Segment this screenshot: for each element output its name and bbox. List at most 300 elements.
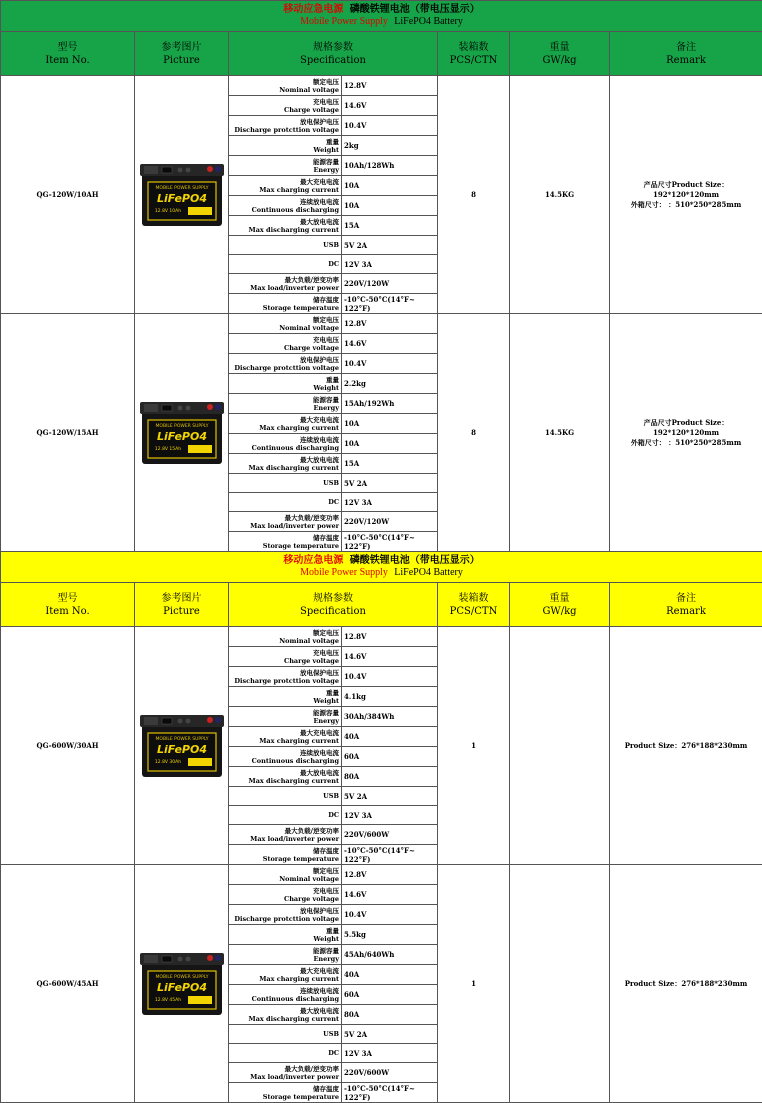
spec-value-nominal [342,314,438,334]
battery-brand: LiFePO4 [157,430,207,443]
spec-value: 220V/600W [344,830,389,839]
pcs-value: 1 [471,979,476,988]
spec-label-usb [229,474,342,493]
picture-cell [135,314,229,552]
spec-label-en: Discharge protcttion voltage [229,364,339,372]
header-pcs-en: PCS/CTN [438,605,509,618]
spec-value-nominal [342,865,438,885]
spec-label-cn: 能源容量 [229,158,339,166]
spec-value-nominal [342,627,438,647]
spec-value-weight [342,136,438,156]
spec-value-weight [342,374,438,394]
header-model-en: Item No. [1,605,134,618]
battery-rating: 12.8V 30Ah [154,759,180,765]
picture-cell [135,627,229,865]
spec-value: 220V/600W [344,1068,389,1077]
spec-label-en: Weight [229,384,339,392]
spec-label-en: Max load/inverter power [229,1073,339,1081]
spec-label-en: Continuous discharging [229,206,339,214]
model-number: QG-600W/30AH [37,741,99,750]
spec-label-discharge [229,667,342,687]
header-spec [229,583,438,627]
spec-label-cn: 放电保护电压 [229,669,339,677]
banner-cn-black: 磷酸铁锂电池（带电压显示） [350,4,480,15]
spec-value-discharge [342,354,438,374]
spec-label-en: Energy [229,166,339,174]
spec-label-nominal [229,627,342,647]
spec-label-en: Max discharging current [229,1015,339,1023]
spec-label-weight [229,925,342,945]
spec-value-discharge [342,905,438,925]
spec-value-storage [342,294,438,314]
spec-value-charge [342,885,438,905]
spec-label-en: Energy [229,717,339,725]
spec-value: 220V/120W [344,517,389,526]
header-model-cn: 型号 [1,592,134,605]
spec-label: DC [328,1049,339,1057]
spec-label-cont [229,985,342,1005]
spec-value: 220V/120W [344,279,389,288]
spec-label-cn: 放电保护电压 [229,356,339,364]
header-pic-en: Picture [135,54,228,67]
header-model-cn: 型号 [1,41,134,54]
header-remark [610,32,762,76]
spec-value: -10°C-50°C(14°F~ 122°F) [344,1084,415,1102]
spec-value-cont [342,747,438,767]
battery-brand: LiFePO4 [157,743,207,756]
battery-product-image [138,156,226,230]
spec-label-cn: 储存温度 [229,847,339,855]
spec-value: -10°C-50°C(14°F~ 122°F) [344,846,415,864]
spec-value: 10Ah/128Wh [344,161,394,170]
battery-rating: 12.8V 10Ah [154,208,180,214]
battery-product-image [138,945,226,1019]
spec-label-en: Storage temperature [229,855,339,863]
spec-label-cn: 能源容量 [229,396,339,404]
spec-value-usb [342,236,438,255]
spec-value-maxdis [342,454,438,474]
spec-label-en: Nominal voltage [229,637,339,645]
spec-value: 80A [344,772,359,781]
spec-value-dc [342,493,438,512]
spec-label-cn: 最大负载/逆变功率 [229,1065,339,1073]
section-banner [1,1,762,32]
header-gw-en: GW/kg [510,54,609,67]
spec-label-cn: 连续放电电流 [229,436,339,444]
spec-value: 5V 2A [344,479,367,488]
gw-cell [510,314,610,552]
spec-value: 4.1kg [344,692,366,701]
header-remark-en: Remark [610,54,762,67]
pcs-cell [438,865,510,1103]
header-gw-cn: 重量 [510,41,609,54]
spec-value: 10.4V [344,672,366,681]
header-model [1,583,135,627]
spec-label-en: Charge voltage [229,895,339,903]
spec-label-usb [229,787,342,806]
spec-value: 14.6V [344,339,366,348]
battery-caption: MOBILE POWER SUPPLY [155,974,208,980]
spec-value: 5V 2A [344,241,367,250]
gw-value: 14.5KG [545,190,574,199]
spec-value: 80A [344,1010,359,1019]
spec-label-weight [229,374,342,394]
spec-label-cn: 额定电压 [229,78,339,86]
header-pic-cn: 参考图片 [135,41,228,54]
pcs-value: 1 [471,741,476,750]
spec-label-load [229,274,342,294]
spec-label-usb [229,1025,342,1044]
remark-line-1: Product Size：276*188*230mm [610,741,762,751]
model-number: QG-600W/45AH [37,979,99,988]
battery-brand: LiFePO4 [157,981,207,994]
spec-label-cn: 能源容量 [229,709,339,717]
header-spec-en: Specification [229,605,437,618]
spec-label: USB [323,241,339,249]
spec-label-storage [229,1083,342,1103]
spec-value-weight [342,925,438,945]
spec-label-en: Storage temperature [229,304,339,312]
header-pcs-cn: 装箱数 [438,592,509,605]
spec-value-nominal [342,76,438,96]
spec-value-discharge [342,667,438,687]
spec-label-en: Max discharging current [229,226,339,234]
spec-label-weight [229,687,342,707]
spec-value-charge [342,647,438,667]
spec-label-cn: 放电保护电压 [229,907,339,915]
spec-value: 2kg [344,141,359,150]
remark-line-3: 外箱尺寸： ：510*250*285mm [610,438,762,448]
gw-cell [510,865,610,1103]
battery-caption: MOBILE POWER SUPPLY [155,736,208,742]
picture-cell [135,76,229,314]
spec-value: 10.4V [344,910,366,919]
remark-line-2: 192*120*120mm [610,428,762,438]
spec-label-maxcharge [229,176,342,196]
spec-label-cn: 最大充电电流 [229,178,339,186]
spec-label-en: Energy [229,955,339,963]
spec-value-weight [342,687,438,707]
spec-value: 12V 3A [344,260,372,269]
spec-label-cn: 最大放电电流 [229,456,339,464]
spec-value-dc [342,806,438,825]
spec-value-cont [342,434,438,454]
spec-value: 10A [344,439,359,448]
spec-label-storage [229,294,342,314]
spec-label-maxcharge [229,414,342,434]
column-header-row [1,583,762,627]
header-pic [135,32,229,76]
pcs-value: 8 [471,428,476,437]
spec-value: 12V 3A [344,811,372,820]
battery-rating: 12.8V 15Ah [154,446,180,452]
spec-value: 10A [344,201,359,210]
header-remark-cn: 备注 [610,592,762,605]
header-spec-cn: 规格参数 [229,41,437,54]
spec-label-cn: 重量 [229,927,339,935]
spec-value: 15Ah/192Wh [344,399,394,408]
spec-value-dc [342,1044,438,1063]
spec-label-storage [229,532,342,552]
remark-cell [610,76,762,314]
spec-value-maxdis [342,767,438,787]
spec-label-cn: 最大负载/逆变功率 [229,514,339,522]
header-remark [610,583,762,627]
spec-value: 60A [344,990,359,999]
spec-value-load [342,1063,438,1083]
spec-value: 30Ah/384Wh [344,712,394,721]
spec-label-en: Discharge protcttion voltage [229,126,339,134]
spec-label-maxdis [229,1005,342,1025]
spec-label-en: Max load/inverter power [229,522,339,530]
spec-value: 60A [344,752,359,761]
battery-rating: 12.8V 45Ah [154,997,180,1003]
spec-label-cn: 最大放电电流 [229,1007,339,1015]
spec-label-en: Max charging current [229,424,339,432]
spec-label-maxdis [229,454,342,474]
spec-label-cn: 能源容量 [229,947,339,955]
spec-label-cn: 最大充电电流 [229,967,339,975]
spec-value: 40A [344,732,359,741]
spec-value-usb [342,474,438,493]
remark-line-1: 产品尺寸Product Size： [610,180,762,190]
spec-label-cn: 重量 [229,138,339,146]
banner-en-red: Mobile Power Supply [300,567,388,578]
spec-value: 10.4V [344,121,366,130]
gw-cell [510,627,610,865]
spec-label-en: Storage temperature [229,542,339,550]
spec-value: 12.8V [344,632,366,641]
spec-label-cn: 最大放电电流 [229,769,339,777]
spec-label-en: Max charging current [229,737,339,745]
spec-label-maxdis [229,216,342,236]
spec-label-en: Discharge protcttion voltage [229,677,339,685]
spec-label-energy [229,945,342,965]
spec-value: 15A [344,221,359,230]
spec-value: 12V 3A [344,498,372,507]
spec-label-dc [229,493,342,512]
spec-label-en: Storage temperature [229,1093,339,1101]
spec-label-en: Max charging current [229,186,339,194]
spec-label-cont [229,196,342,216]
spec-value: 5V 2A [344,1030,367,1039]
spec-label-storage [229,845,342,865]
header-remark-cn: 备注 [610,41,762,54]
model-cell [1,865,135,1103]
spec-label: USB [323,792,339,800]
spec-label-cn: 最大负载/逆变功率 [229,276,339,284]
spec-value: 14.6V [344,652,366,661]
spec-label-en: Nominal voltage [229,324,339,332]
spec-value-energy [342,707,438,727]
spec-value-maxdis [342,1005,438,1025]
spec-label-charge [229,96,342,116]
spec-value: 10A [344,419,359,428]
section-banner [1,552,762,583]
spec-label-load [229,825,342,845]
spec-value-cont [342,985,438,1005]
spec-label-dc [229,255,342,274]
spec-label-en: Charge voltage [229,106,339,114]
model-cell [1,76,135,314]
header-pcs [438,583,510,627]
spec-label-nominal [229,865,342,885]
spec-value: 5V 2A [344,792,367,801]
spec-value-charge [342,334,438,354]
spec-value-maxcharge [342,176,438,196]
spec-label: USB [323,1030,339,1038]
spec-value: -10°C-50°C(14°F~ 122°F) [344,533,415,551]
spec-label-en: Discharge protcttion voltage [229,915,339,923]
spec-value-maxcharge [342,727,438,747]
spec-label-nominal [229,76,342,96]
spec-value: 10.4V [344,359,366,368]
spec-value-usb [342,787,438,806]
model-cell [1,627,135,865]
spec-label-en: Max load/inverter power [229,284,339,292]
spec-row [1,627,762,647]
spec-label-cn: 充电电压 [229,98,339,106]
spec-label-load [229,1063,342,1083]
spec-value: 40A [344,970,359,979]
header-pcs-cn: 装箱数 [438,41,509,54]
spec-value-maxcharge [342,965,438,985]
header-spec [229,32,438,76]
spec-label-cn: 额定电压 [229,629,339,637]
spec-label-energy [229,394,342,414]
spec-label-en: Continuous discharging [229,757,339,765]
gw-value: 14.5KG [545,428,574,437]
spec-value: -10°C-50°C(14°F~ 122°F) [344,295,415,313]
spec-label-cn: 重量 [229,689,339,697]
spec-label: DC [328,811,339,819]
spec-label-cn: 连续放电电流 [229,987,339,995]
spec-label-cn: 储存温度 [229,534,339,542]
spec-label-en: Nominal voltage [229,86,339,94]
spec-value: 12.8V [344,870,366,879]
spec-label-energy [229,156,342,176]
spec-label-energy [229,707,342,727]
spec-row [1,76,762,96]
spec-value-load [342,274,438,294]
remark-line-2: 192*120*120mm [610,190,762,200]
banner-en-red: Mobile Power Supply [300,16,388,27]
spec-label-cn: 储存温度 [229,1085,339,1093]
spec-label-cn: 充电电压 [229,649,339,657]
spec-label-cn: 重量 [229,376,339,384]
pcs-value: 8 [471,190,476,199]
pcs-cell [438,627,510,865]
header-gw [510,32,610,76]
remark-cell [610,627,762,865]
spec-label-en: Max charging current [229,975,339,983]
spec-label-dc [229,806,342,825]
spec-label-maxdis [229,767,342,787]
spec-label-en: Nominal voltage [229,875,339,883]
spec-label-charge [229,334,342,354]
picture-cell [135,865,229,1103]
header-remark-en: Remark [610,605,762,618]
spec-value-energy [342,945,438,965]
spec-value-dc [342,255,438,274]
spec-row [1,865,762,885]
spec-label-cn: 额定电压 [229,316,339,324]
spec-label-cn: 充电电压 [229,887,339,895]
banner-cn-black: 磷酸铁锂电池（带电压显示） [350,555,480,566]
banner-en-black: LiFePO4 Battery [394,567,463,578]
spec-label-discharge [229,354,342,374]
spec-label-en: Energy [229,404,339,412]
header-model-en: Item No. [1,54,134,67]
spec-value: 14.6V [344,101,366,110]
spec-value: 2.2kg [344,379,366,388]
spec-label-en: Continuous discharging [229,995,339,1003]
banner-cn-red: 移动应急电源 [283,4,343,15]
spec-value-storage [342,532,438,552]
header-pic-cn: 参考图片 [135,592,228,605]
spec-label-cn: 最大充电电流 [229,729,339,737]
spec-label: DC [328,260,339,268]
spec-value-storage [342,845,438,865]
spec-label-en: Max discharging current [229,777,339,785]
spec-label-charge [229,885,342,905]
spec-label-en: Charge voltage [229,657,339,665]
header-pcs-en: PCS/CTN [438,54,509,67]
spec-label-en: Max load/inverter power [229,835,339,843]
spec-label-weight [229,136,342,156]
spec-value: 12.8V [344,319,366,328]
gw-cell [510,76,610,314]
remark-line-1: Product Size：276*188*230mm [610,979,762,989]
header-spec-cn: 规格参数 [229,592,437,605]
spec-label-discharge [229,905,342,925]
banner-cn-red: 移动应急电源 [283,555,343,566]
header-gw [510,583,610,627]
spec-value-energy [342,156,438,176]
spec-label-en: Charge voltage [229,344,339,352]
spec-value: 45Ah/640Wh [344,950,394,959]
model-cell [1,314,135,552]
spec-label-nominal [229,314,342,334]
header-model [1,32,135,76]
spec-value-load [342,825,438,845]
spec-label-cn: 最大放电电流 [229,218,339,226]
spec-value-energy [342,394,438,414]
spec-label-dc [229,1044,342,1063]
header-pic [135,583,229,627]
header-spec-en: Specification [229,54,437,67]
spec-label-discharge [229,116,342,136]
spec-label-cn: 放电保护电压 [229,118,339,126]
spec-label-cn: 额定电压 [229,867,339,875]
spec-value-storage [342,1083,438,1103]
spec-value-maxcharge [342,414,438,434]
header-gw-en: GW/kg [510,605,609,618]
spec-label-cn: 最大负载/逆变功率 [229,827,339,835]
spec-label-en: Weight [229,146,339,154]
header-gw-cn: 重量 [510,592,609,605]
model-number: QG-120W/15AH [37,428,99,437]
spec-label-cn: 连续放电电流 [229,198,339,206]
spec-label-maxcharge [229,965,342,985]
spec-value: 12V 3A [344,1049,372,1058]
header-pcs [438,32,510,76]
spec-label-cn: 充电电压 [229,336,339,344]
spec-value-charge [342,96,438,116]
spec-value-load [342,512,438,532]
remark-cell [610,314,762,552]
spec-value-usb [342,1025,438,1044]
